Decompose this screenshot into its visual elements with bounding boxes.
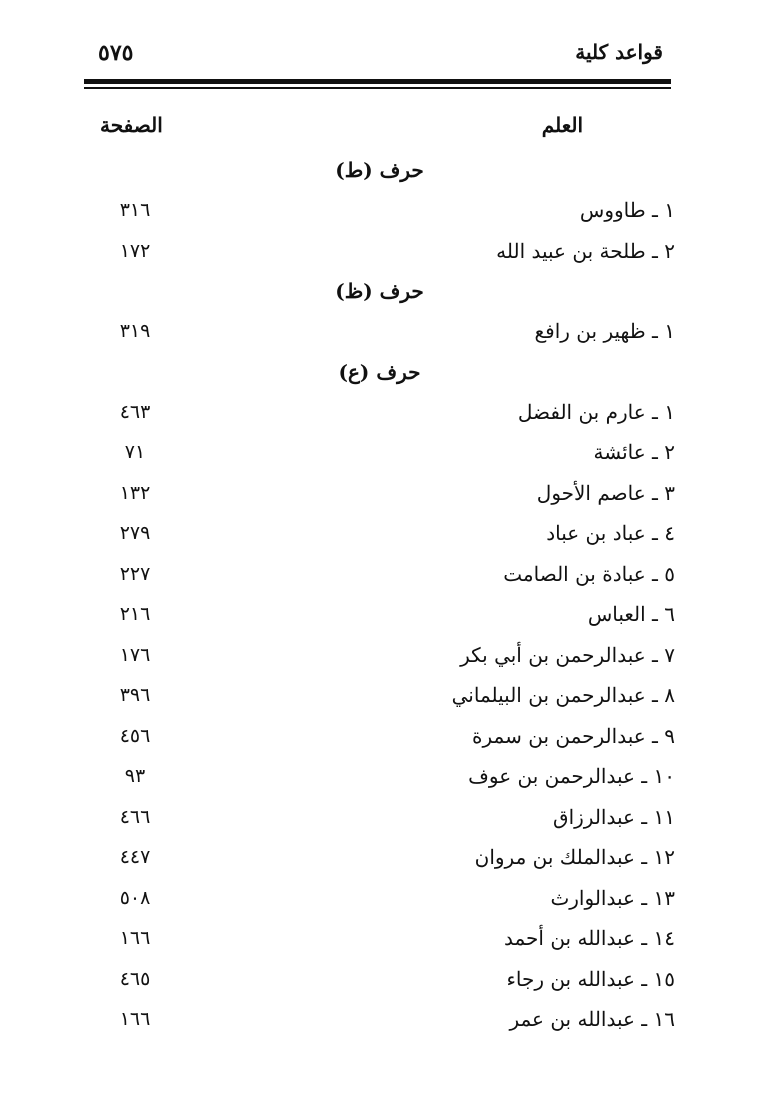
index-entry <box>84 635 675 676</box>
index-entry <box>84 797 675 838</box>
entry-page-number: ١٣٢ <box>119 481 151 504</box>
index-entry <box>84 918 675 959</box>
entry-name: ٨ ـ عبدالرحمن بن البيلماني <box>451 683 675 707</box>
entry-name: ٢ ـ عائشة <box>593 440 675 464</box>
entry-name: ١ ـ ظهير بن رافع <box>534 319 675 343</box>
entry-page-number: ٤٤٧ <box>119 846 151 868</box>
entry-name: ٢ ـ طلحة بن عبيد الله <box>496 238 675 263</box>
entry-name: ٤ ـ عباد بن عباد <box>546 521 675 545</box>
section-heading-label: حرف (ط) <box>335 158 424 182</box>
index-entry <box>84 432 675 473</box>
entry-name: ١٠ ـ عبدالرحمن بن عوف <box>468 764 675 788</box>
entry-page-number: ١٧٦ <box>119 643 151 666</box>
entry-page-number: ٧١ <box>124 441 146 463</box>
entry-page-number: ٣١٩ <box>119 320 151 342</box>
index-entry <box>84 675 675 716</box>
header-rule-thick <box>84 79 671 84</box>
entry-name: ٩ ـ عبدالرحمن بن سمرة <box>472 723 675 748</box>
section-heading <box>84 150 675 190</box>
index-entry <box>84 837 675 878</box>
entry-name: ١١ ـ عبدالرزاق <box>553 804 675 829</box>
entry-name: ١٣ ـ عبدالوارث <box>550 885 675 910</box>
section-heading-label: حرف (ظ) <box>335 279 424 303</box>
entry-page-number: ٢١٦ <box>119 603 151 625</box>
index-entry <box>84 190 675 231</box>
page-number: ٥٧٥ <box>98 40 134 66</box>
index-entry <box>84 594 675 635</box>
entry-page-number: ٤٦٥ <box>119 967 151 990</box>
index-list <box>84 150 675 1040</box>
entry-name: ١٤ ـ عبدالله بن أحمد <box>503 926 675 950</box>
entry-name: ٥ ـ عبادة بن الصامت <box>503 561 675 586</box>
index-entry <box>84 878 675 919</box>
header-rule-thin <box>84 87 671 89</box>
section-heading-label: حرف (ع) <box>338 359 421 384</box>
entry-page-number: ١٦٦ <box>119 1008 151 1030</box>
entry-name: ١٥ ـ عبدالله بن رجاء <box>506 966 675 991</box>
index-entry <box>84 513 675 554</box>
entry-page-number: ٤٥٦ <box>119 724 151 747</box>
index-entry <box>84 756 675 797</box>
index-entry <box>84 554 675 595</box>
index-entry <box>84 716 675 757</box>
index-entry <box>84 999 675 1040</box>
entry-name: ١ ـ طاووس <box>579 198 675 222</box>
index-entry <box>84 311 675 352</box>
running-title: قواعد كلية <box>575 40 663 64</box>
index-entry <box>84 231 675 272</box>
column-header-name: العلم <box>541 113 583 137</box>
index-entry <box>84 392 675 433</box>
entry-page-number: ١٧٢ <box>119 239 151 262</box>
section-heading <box>84 271 675 311</box>
entry-name: ٧ ـ عبدالرحمن بن أبي بكر <box>460 642 675 667</box>
entry-page-number: ٣١٦ <box>119 199 151 221</box>
entry-name: ١ ـ عارم بن الفضل <box>517 399 675 424</box>
entry-page-number: ٤٦٣ <box>119 400 151 423</box>
index-entry <box>84 473 675 514</box>
entry-name: ١٦ ـ عبدالله بن عمر <box>509 1007 675 1031</box>
entry-page-number: ٤٦٦ <box>119 805 151 828</box>
entry-name: ٦ ـ العباس <box>587 602 675 626</box>
section-heading <box>84 352 675 392</box>
entry-page-number: ٢٧٩ <box>119 522 151 544</box>
entry-name: ٣ ـ عاصم الأحول <box>536 480 675 505</box>
column-header-page: الصفحة <box>100 113 163 137</box>
entry-name: ١٢ ـ عبدالملك بن مروان <box>474 845 675 869</box>
entry-page-number: ٩٣ <box>124 765 146 787</box>
entry-page-number: ٥٠٨ <box>119 886 151 909</box>
entry-page-number: ١٦٦ <box>119 927 151 949</box>
index-entry <box>84 959 675 1000</box>
entry-page-number: ٢٢٧ <box>119 562 151 585</box>
entry-page-number: ٣٩٦ <box>119 684 151 706</box>
